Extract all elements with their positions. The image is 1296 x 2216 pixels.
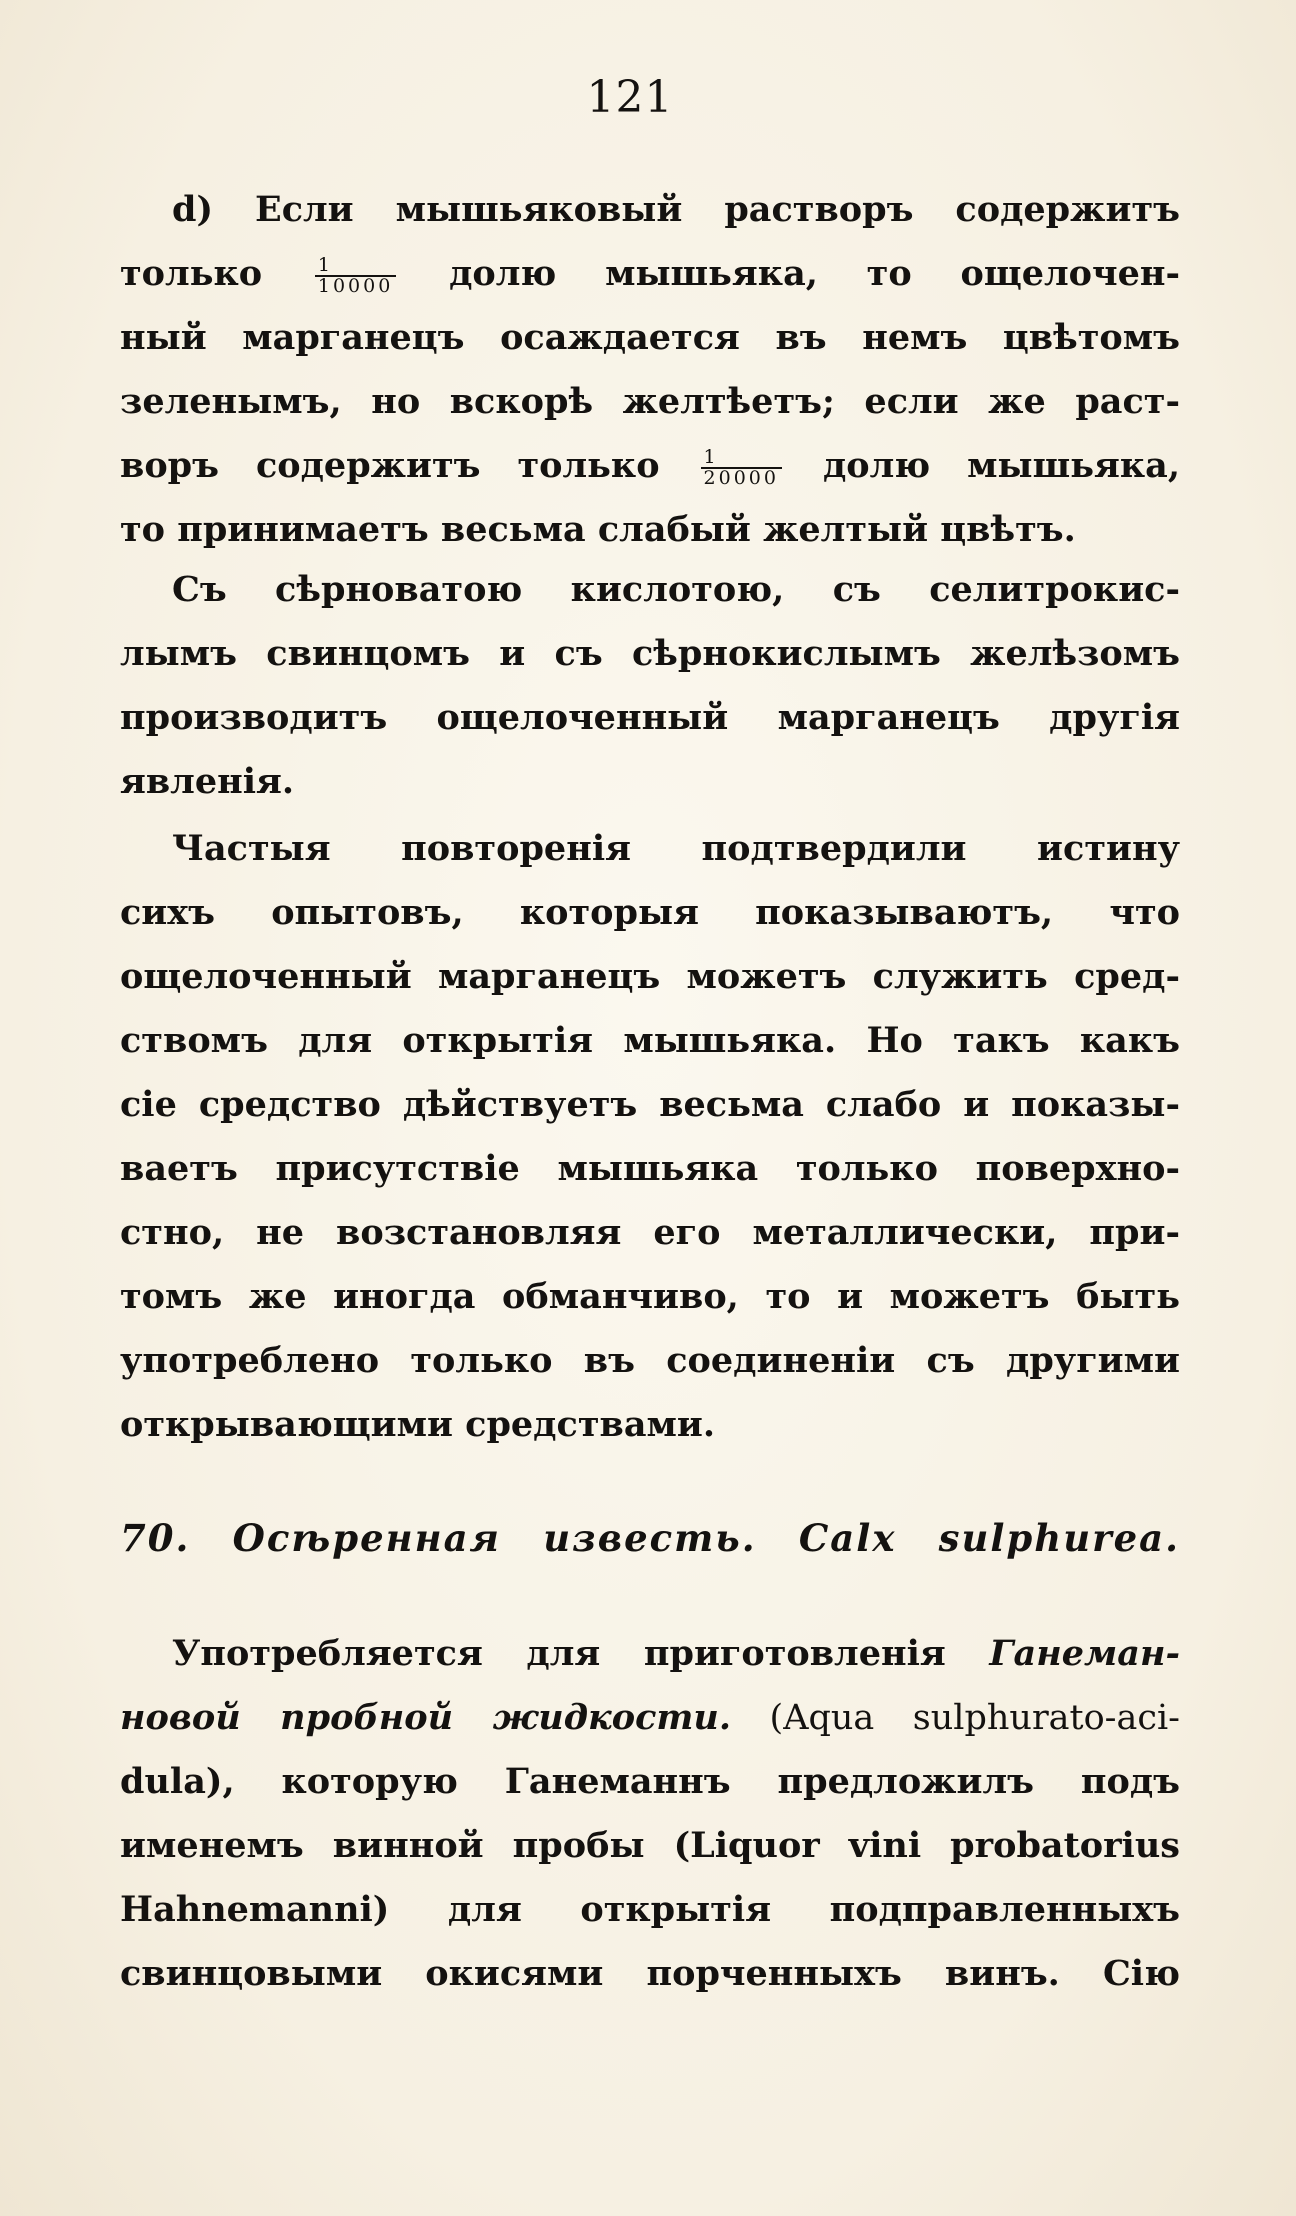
text-line: томъ же иногда обманчиво, то и можетъ быть: [120, 1276, 1180, 1317]
text-line: ствомъ для открытія мышьяка. Но такъ какъ: [120, 1020, 1180, 1061]
paragraph-70: [120, 1622, 1180, 2006]
text-line: явленія.: [120, 761, 295, 802]
text-line: открывающими средствами.: [120, 1404, 716, 1445]
paragraph-sulfur: [120, 558, 1180, 814]
text-line: [120, 178, 1180, 242]
text-span: ный марганецъ осаждается въ немъ цвѣтомъ: [120, 317, 1180, 358]
page-number: 121: [586, 72, 674, 123]
text-span: долю мышьяка,: [822, 445, 1181, 486]
italic-term: новой пробной жидкости.: [120, 1697, 732, 1738]
fraction: [315, 253, 396, 297]
text-line: Hahnemanni) для открытія подправленныхъ: [120, 1889, 1180, 1930]
text-line: dula), которую Ганеманнъ предложилъ подъ: [120, 1761, 1180, 1802]
text-line: стно, не возстановляя его металлически, при-: [120, 1212, 1180, 1253]
text-span: d) Если мышьяковый растворъ содержитъ: [172, 189, 1180, 230]
paragraph-repeat: [120, 817, 1180, 1457]
latin-term: (Aqua sulphurato-aci-: [731, 1698, 1181, 1738]
text-line: именемъ винной пробы (Liquor vini probatorius: [120, 1825, 1180, 1866]
fraction-denominator: 20000: [703, 466, 779, 489]
text-span: только: [120, 253, 263, 294]
text-line: ваетъ присутствіе мышьяка только поверхно-: [120, 1148, 1180, 1189]
text-line: [120, 434, 1180, 498]
text-line: [120, 498, 1180, 562]
text-span: долю мышьяка, то ощелочен-: [449, 253, 1181, 294]
text-span: то принимаетъ весьма слабый желтый цвѣтъ.: [120, 509, 1076, 550]
text-line: употреблено только въ соединеніи съ другими: [120, 1340, 1180, 1381]
fraction-numerator: 1: [315, 256, 396, 277]
text-line: [120, 1622, 1180, 1686]
text-line: сихъ опытовъ, которыя показываютъ, что: [120, 892, 1180, 933]
text-line: ощелоченный марганецъ можетъ служить сред-: [120, 956, 1180, 997]
text-line: [120, 1686, 1180, 1750]
italic-term: Ганеман-: [989, 1633, 1180, 1674]
paragraph-d: [120, 178, 1180, 562]
text-span: Употребляется для приготовленія: [172, 1633, 990, 1674]
text-line: Частыя повторенія подтвердили истину: [172, 828, 1180, 869]
text-line: [120, 370, 1180, 434]
fraction-numerator: 1: [701, 448, 782, 469]
text-line: [120, 306, 1180, 370]
text-line: [120, 242, 1180, 306]
text-line: свинцовыми окисями порченныхъ винъ. Сію: [120, 1953, 1180, 1994]
text-line: производитъ ощелоченный марганецъ другія: [120, 697, 1180, 738]
text-span: воръ содержитъ только: [120, 445, 660, 486]
text-line: сіе средство дѣйствуетъ весьма слабо и показы-: [120, 1084, 1180, 1125]
text-line: Съ сѣрноватою кислотою, съ селитрокис-: [172, 569, 1180, 610]
text-line: лымъ свинцомъ и съ сѣрнокислымъ желѣзомъ: [120, 633, 1180, 674]
fraction: [701, 445, 782, 489]
section-heading: 70. Осѣренная известь. Calx sulphurea.: [120, 1516, 1180, 1560]
fraction-denominator: 10000: [317, 274, 394, 297]
text-span: зеленымъ, но вскорѣ желтѣетъ; если же раст-: [120, 381, 1180, 422]
